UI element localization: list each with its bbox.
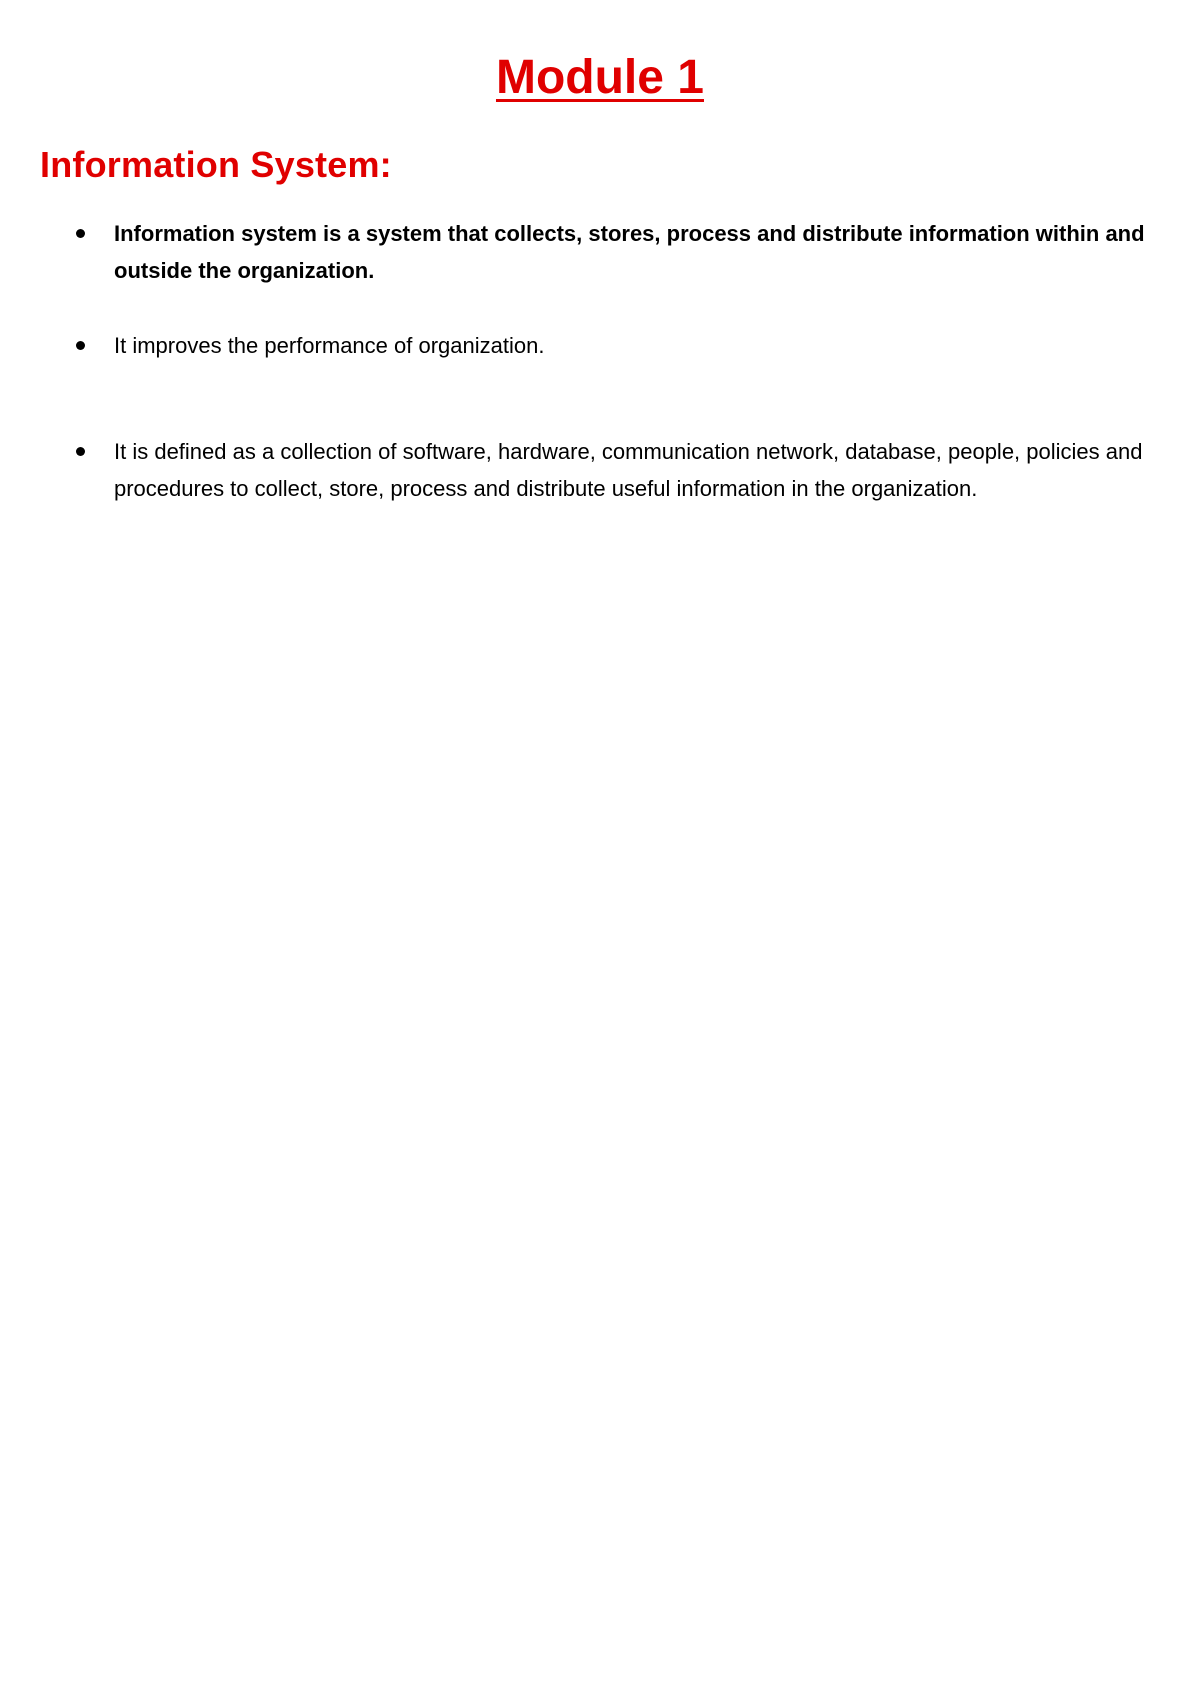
bullet-icon xyxy=(76,229,85,238)
bullet-text: Information system is a system that collects, stores, process and distribute information within and outside the organization. xyxy=(114,221,1145,283)
bullet-text: It improves the performance of organization. xyxy=(114,333,545,358)
bullet-text: It is defined as a collection of software, hardware, communication network, database, people, policies and procedures to collect, store, process and distribute useful information in the organization. xyxy=(114,439,1143,501)
section-heading: Information System: xyxy=(40,144,392,185)
bullet-icon xyxy=(76,341,85,350)
module-title: Module 1 xyxy=(495,51,704,104)
bullet-icon xyxy=(76,447,85,456)
